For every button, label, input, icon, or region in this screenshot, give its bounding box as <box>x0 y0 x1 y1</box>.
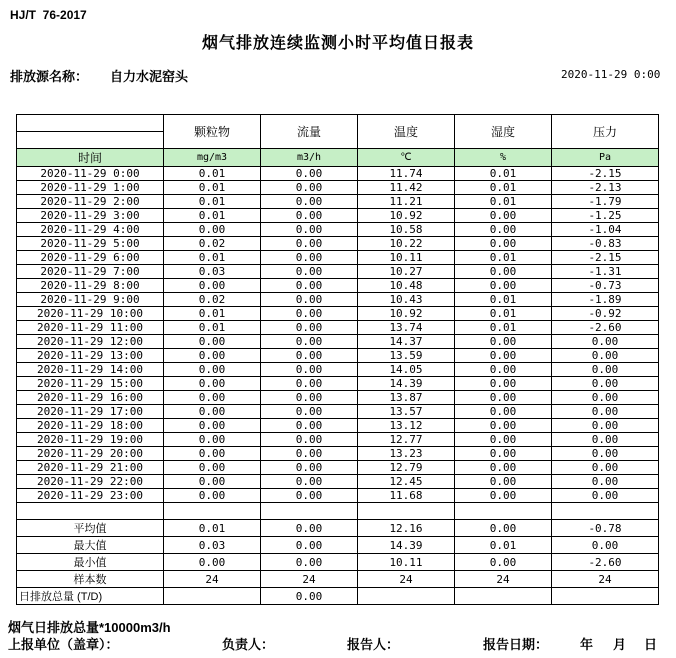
summary-value-cell: 0.00 <box>261 588 358 605</box>
summary-value-cell: -0.78 <box>552 520 659 537</box>
value-cell: 0.00 <box>455 265 552 279</box>
value-cell: 0.00 <box>164 419 261 433</box>
day-label: 日 <box>644 637 658 652</box>
value-cell: 0.00 <box>261 391 358 405</box>
value-cell: 14.05 <box>358 363 455 377</box>
empty-cell <box>358 503 455 520</box>
time-cell: 2020-11-29 23:00 <box>17 489 164 503</box>
value-cell: -2.60 <box>552 321 659 335</box>
value-cell: 0.00 <box>261 447 358 461</box>
value-cell: 0.00 <box>164 349 261 363</box>
summary-label: 最小值 <box>17 554 164 571</box>
value-cell: -0.73 <box>552 279 659 293</box>
value-cell: 11.42 <box>358 181 455 195</box>
summary-row <box>17 554 659 571</box>
summary-value-cell: 14.39 <box>358 537 455 554</box>
time-cell: 2020-11-29 8:00 <box>17 279 164 293</box>
unit-pressure: Pa <box>552 149 659 167</box>
value-cell: 0.01 <box>455 181 552 195</box>
value-cell: 0.00 <box>261 419 358 433</box>
value-cell: 0.00 <box>261 433 358 447</box>
summary-value-cell: 24 <box>164 571 261 588</box>
summary-value-cell: 24 <box>455 571 552 588</box>
value-cell: 0.00 <box>261 363 358 377</box>
table-body <box>17 167 659 605</box>
table-row <box>17 363 659 377</box>
table-row <box>17 349 659 363</box>
source-name-label: 排放源名称： <box>10 69 89 84</box>
table-row <box>17 209 659 223</box>
value-cell: 0.00 <box>261 461 358 475</box>
time-cell: 2020-11-29 13:00 <box>17 349 164 363</box>
value-cell: 10.43 <box>358 293 455 307</box>
value-cell: 0.00 <box>261 377 358 391</box>
source-name-value: 自力水泥窑头 <box>110 69 189 84</box>
value-cell: 12.45 <box>358 475 455 489</box>
value-cell: 0.00 <box>455 405 552 419</box>
summary-value-cell: 0.00 <box>261 554 358 571</box>
summary-value-cell: 10.11 <box>358 554 455 571</box>
summary-value-cell <box>455 588 552 605</box>
value-cell: 0.00 <box>455 237 552 251</box>
value-cell: 0.00 <box>455 391 552 405</box>
empty-cell <box>17 503 164 520</box>
value-cell: 0.01 <box>455 321 552 335</box>
summary-value-cell: 0.03 <box>164 537 261 554</box>
table-row <box>17 321 659 335</box>
unit-flow: m3/h <box>261 149 358 167</box>
value-cell: 0.00 <box>552 335 659 349</box>
corner-cell-bottom <box>17 132 164 149</box>
summary-value-cell: 24 <box>552 571 659 588</box>
monitoring-table <box>16 114 659 605</box>
table-row <box>17 265 659 279</box>
unit-particulate: mg/m3 <box>164 149 261 167</box>
table-row <box>17 167 659 181</box>
summary-value-cell: 0.00 <box>261 520 358 537</box>
value-cell: -0.83 <box>552 237 659 251</box>
value-cell: 0.00 <box>164 489 261 503</box>
value-cell: 0.00 <box>261 293 358 307</box>
value-cell: 0.01 <box>164 307 261 321</box>
value-cell: 0.00 <box>261 237 358 251</box>
time-cell: 2020-11-29 3:00 <box>17 209 164 223</box>
value-cell: 10.92 <box>358 307 455 321</box>
value-cell: 0.00 <box>552 489 659 503</box>
summary-value-cell: 0.00 <box>164 554 261 571</box>
summary-value-cell: 0.00 <box>552 537 659 554</box>
time-cell: 2020-11-29 18:00 <box>17 419 164 433</box>
time-cell: 2020-11-29 20:00 <box>17 447 164 461</box>
value-cell: 0.00 <box>455 349 552 363</box>
time-cell: 2020-11-29 17:00 <box>17 405 164 419</box>
value-cell: 0.00 <box>164 405 261 419</box>
value-cell: 0.01 <box>164 251 261 265</box>
time-cell: 2020-11-29 2:00 <box>17 195 164 209</box>
summary-value-cell: -2.60 <box>552 554 659 571</box>
reporter-label: 报告人： <box>347 637 400 652</box>
source-line <box>10 66 188 85</box>
value-cell: -1.31 <box>552 265 659 279</box>
table-row <box>17 419 659 433</box>
header-row-top <box>17 115 659 132</box>
value-cell: 0.00 <box>164 279 261 293</box>
value-cell: 11.68 <box>358 489 455 503</box>
report-unit-label: 上报单位（盖章）： <box>8 637 119 652</box>
value-cell: 0.00 <box>261 181 358 195</box>
summary-value-cell <box>164 588 261 605</box>
table-row <box>17 181 659 195</box>
value-cell: 12.77 <box>358 433 455 447</box>
emission-total-note: 烟气日排放总量*10000m3/h <box>8 620 171 635</box>
value-cell: 0.00 <box>455 489 552 503</box>
value-cell: 0.01 <box>164 167 261 181</box>
time-cell: 2020-11-29 1:00 <box>17 181 164 195</box>
value-cell: 0.00 <box>261 307 358 321</box>
summary-value-cell: 0.00 <box>261 537 358 554</box>
value-cell: 0.00 <box>455 419 552 433</box>
summary-row <box>17 571 659 588</box>
value-cell: 0.00 <box>552 461 659 475</box>
table-row <box>17 377 659 391</box>
time-column-header: 时间 <box>17 149 164 167</box>
summary-value-cell: 0.00 <box>455 554 552 571</box>
time-cell: 2020-11-29 19:00 <box>17 433 164 447</box>
value-cell: 0.00 <box>164 363 261 377</box>
summary-value-cell: 24 <box>261 571 358 588</box>
summary-label: 平均值 <box>17 520 164 537</box>
table-row <box>17 391 659 405</box>
value-cell: 10.58 <box>358 223 455 237</box>
time-cell: 2020-11-29 0:00 <box>17 167 164 181</box>
value-cell: 0.00 <box>164 335 261 349</box>
table-row <box>17 335 659 349</box>
value-cell: 0.01 <box>164 195 261 209</box>
summary-label: 最大值 <box>17 537 164 554</box>
summary-row <box>17 520 659 537</box>
empty-cell <box>552 503 659 520</box>
value-cell: 0.01 <box>455 307 552 321</box>
table-row <box>17 237 659 251</box>
value-cell: 13.74 <box>358 321 455 335</box>
value-cell: 0.00 <box>455 335 552 349</box>
report-datetime: 2020-11-29 0:00 <box>561 68 661 81</box>
value-cell: 13.87 <box>358 391 455 405</box>
value-cell: 10.92 <box>358 209 455 223</box>
value-cell: 0.00 <box>164 223 261 237</box>
summary-label: 样本数 <box>17 571 164 588</box>
value-cell: 10.11 <box>358 251 455 265</box>
value-cell: -1.79 <box>552 195 659 209</box>
table-row <box>17 223 659 237</box>
table-row <box>17 195 659 209</box>
value-cell: 0.02 <box>164 237 261 251</box>
value-cell: 0.00 <box>552 391 659 405</box>
value-cell: 0.00 <box>261 475 358 489</box>
value-cell: 0.00 <box>455 363 552 377</box>
value-cell: -0.92 <box>552 307 659 321</box>
value-cell: 0.01 <box>164 321 261 335</box>
value-cell: 0.00 <box>164 391 261 405</box>
value-cell: 0.00 <box>261 265 358 279</box>
table-row <box>17 251 659 265</box>
value-cell: 0.00 <box>164 447 261 461</box>
value-cell: -1.89 <box>552 293 659 307</box>
responsible-person-label: 负责人： <box>222 637 275 652</box>
value-cell: 14.39 <box>358 377 455 391</box>
value-cell: 0.00 <box>261 251 358 265</box>
time-cell: 2020-11-29 4:00 <box>17 223 164 237</box>
corner-cell-top <box>17 115 164 132</box>
value-cell: 0.00 <box>164 475 261 489</box>
value-cell: 12.79 <box>358 461 455 475</box>
time-cell: 2020-11-29 9:00 <box>17 293 164 307</box>
value-cell: 0.00 <box>261 335 358 349</box>
time-cell: 2020-11-29 12:00 <box>17 335 164 349</box>
unit-temperature: ℃ <box>358 149 455 167</box>
value-cell: 0.00 <box>552 475 659 489</box>
value-cell: 11.21 <box>358 195 455 209</box>
empty-cell <box>164 503 261 520</box>
value-cell: 0.00 <box>261 279 358 293</box>
summary-value-cell: 0.01 <box>164 520 261 537</box>
value-cell: 0.00 <box>164 461 261 475</box>
value-cell: 0.01 <box>455 251 552 265</box>
summary-value-cell: 24 <box>358 571 455 588</box>
value-cell: 0.00 <box>455 279 552 293</box>
summary-value-cell: 0.01 <box>455 537 552 554</box>
value-cell: 10.22 <box>358 237 455 251</box>
summary-label: 日排放总量 (T/D) <box>17 588 164 605</box>
value-cell: 0.01 <box>164 209 261 223</box>
value-cell: 0.00 <box>552 363 659 377</box>
value-cell: 13.12 <box>358 419 455 433</box>
summary-value-cell: 12.16 <box>358 520 455 537</box>
table-header <box>17 115 659 167</box>
value-cell: 0.00 <box>455 475 552 489</box>
value-cell: 0.00 <box>552 433 659 447</box>
value-cell: 0.00 <box>552 349 659 363</box>
table-row <box>17 293 659 307</box>
time-cell: 2020-11-29 22:00 <box>17 475 164 489</box>
table-row <box>17 405 659 419</box>
table-row <box>17 307 659 321</box>
report-date-label: 报告日期： <box>483 637 549 652</box>
value-cell: 11.74 <box>358 167 455 181</box>
summary-row <box>17 588 659 605</box>
value-cell: 0.00 <box>261 405 358 419</box>
value-cell: 0.00 <box>455 433 552 447</box>
spacer-row <box>17 503 659 520</box>
page-title: 烟气排放连续监测小时平均值日报表 <box>201 35 474 52</box>
value-cell: 0.00 <box>164 377 261 391</box>
table-row <box>17 489 659 503</box>
empty-cell <box>455 503 552 520</box>
summary-value-cell <box>552 588 659 605</box>
value-cell: 0.00 <box>552 405 659 419</box>
value-cell: 0.00 <box>164 433 261 447</box>
value-cell: 0.01 <box>455 293 552 307</box>
table-row <box>17 433 659 447</box>
value-cell: 0.00 <box>552 447 659 461</box>
summary-row <box>17 537 659 554</box>
time-cell: 2020-11-29 6:00 <box>17 251 164 265</box>
value-cell: 0.02 <box>164 293 261 307</box>
year-label: 年 <box>580 637 594 652</box>
month-label: 月 <box>613 637 627 652</box>
value-cell: 14.37 <box>358 335 455 349</box>
value-cell: 0.00 <box>455 461 552 475</box>
empty-cell <box>261 503 358 520</box>
value-cell: 0.00 <box>261 209 358 223</box>
value-cell: 0.00 <box>261 349 358 363</box>
value-cell: 13.23 <box>358 447 455 461</box>
value-cell: 10.48 <box>358 279 455 293</box>
time-cell: 2020-11-29 5:00 <box>17 237 164 251</box>
value-cell: -1.25 <box>552 209 659 223</box>
time-cell: 2020-11-29 11:00 <box>17 321 164 335</box>
time-cell: 2020-11-29 10:00 <box>17 307 164 321</box>
value-cell: 0.00 <box>552 419 659 433</box>
value-cell: 13.59 <box>358 349 455 363</box>
table-row <box>17 461 659 475</box>
value-cell: 0.01 <box>164 181 261 195</box>
value-cell: 0.00 <box>552 377 659 391</box>
value-cell: 0.00 <box>455 223 552 237</box>
value-cell: -2.15 <box>552 251 659 265</box>
value-cell: 0.00 <box>261 195 358 209</box>
column-header-flow: 流量 <box>261 115 358 149</box>
value-cell: 0.00 <box>455 377 552 391</box>
column-header-humidity: 湿度 <box>455 115 552 149</box>
summary-value-cell: 0.00 <box>455 520 552 537</box>
value-cell: -2.15 <box>552 167 659 181</box>
value-cell: 0.00 <box>455 209 552 223</box>
value-cell: 0.01 <box>455 167 552 181</box>
column-header-pressure: 压力 <box>552 115 659 149</box>
column-header-temperature: 温度 <box>358 115 455 149</box>
value-cell: 0.00 <box>261 489 358 503</box>
table-row <box>17 475 659 489</box>
unit-row <box>17 149 659 167</box>
value-cell: 0.00 <box>261 321 358 335</box>
value-cell: 0.01 <box>455 195 552 209</box>
time-cell: 2020-11-29 21:00 <box>17 461 164 475</box>
standard-code: HJ/T 76-2017 <box>10 8 87 22</box>
value-cell: 13.57 <box>358 405 455 419</box>
value-cell: 10.27 <box>358 265 455 279</box>
value-cell: 0.00 <box>261 167 358 181</box>
value-cell: 0.00 <box>261 223 358 237</box>
table-row <box>17 447 659 461</box>
time-cell: 2020-11-29 7:00 <box>17 265 164 279</box>
summary-value-cell <box>358 588 455 605</box>
value-cell: -2.13 <box>552 181 659 195</box>
time-cell: 2020-11-29 15:00 <box>17 377 164 391</box>
unit-humidity: % <box>455 149 552 167</box>
value-cell: -1.04 <box>552 223 659 237</box>
value-cell: 0.00 <box>455 447 552 461</box>
column-header-particulate: 颗粒物 <box>164 115 261 149</box>
time-cell: 2020-11-29 14:00 <box>17 363 164 377</box>
table-row <box>17 279 659 293</box>
time-cell: 2020-11-29 16:00 <box>17 391 164 405</box>
value-cell: 0.03 <box>164 265 261 279</box>
